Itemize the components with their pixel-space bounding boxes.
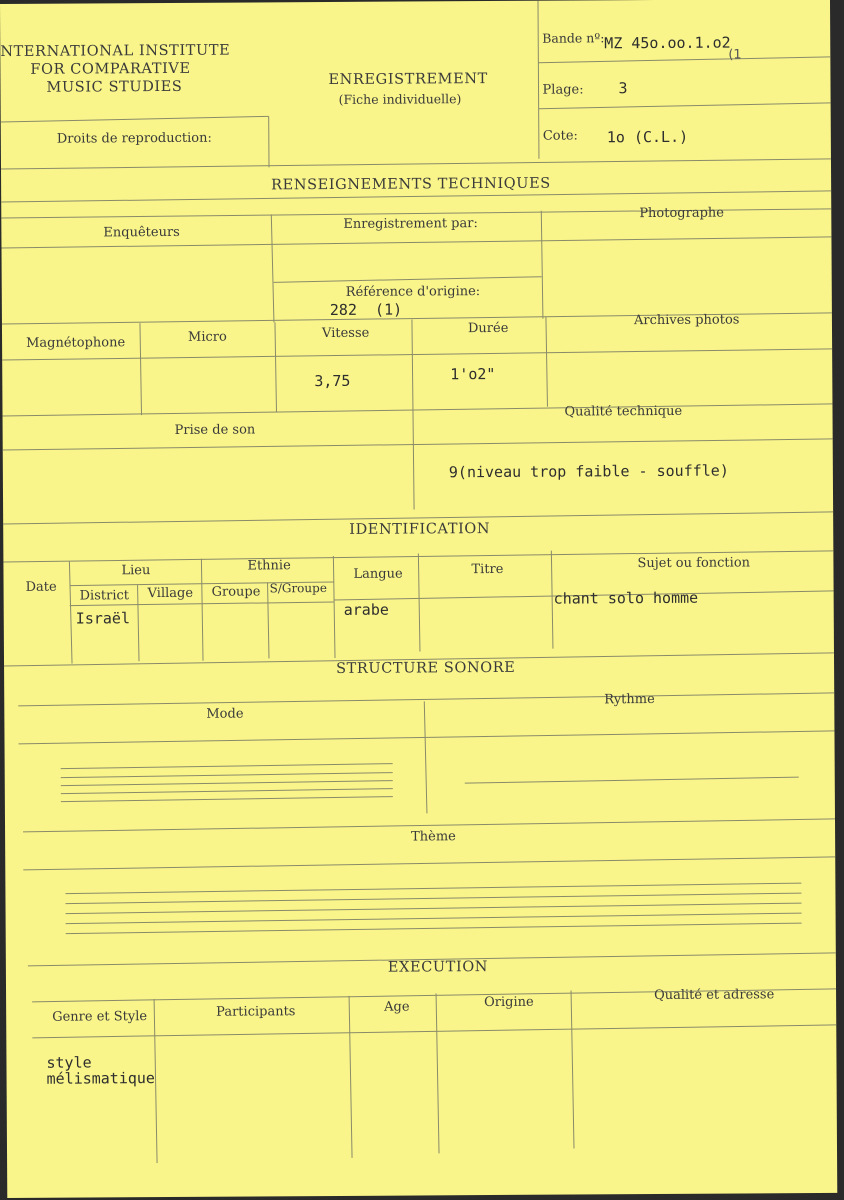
micro-label: Micro [187,329,227,345]
rythme-label: Rythme [604,692,655,708]
form-subtitle: (Fiche individuelle) [338,91,462,107]
enregistrement-par-label: Enregistrement par: [343,216,478,232]
institute-line-2: FOR COMPARATIVE [30,60,191,78]
date-label: Date [25,579,57,595]
qualite-technique-label: Qualité technique [564,403,683,420]
magnetophone-label: Magnétophone [26,335,126,351]
lieu-label: Lieu [121,563,151,579]
plage-label: Plage: [542,82,584,98]
identification-header: IDENTIFICATION [349,521,491,538]
mode-label: Mode [206,706,244,722]
village-label: Village [147,585,194,602]
vitesse-label: Vitesse [321,325,370,342]
genre-value-line-1: style [46,1053,92,1072]
institute-line-1: NTERNATIONAL INSTITUTE [0,42,231,60]
groupe-label: Groupe [211,584,261,600]
genre-value-line-2: mélismatique [46,1069,155,1088]
vitesse-value: 3,75 [314,371,351,391]
cote-value: 1o (C.L.) [606,127,689,147]
qualite-adresse-label: Qualité et adresse [654,987,775,1004]
titre-label: Titre [471,561,504,578]
reference-value: 282 (1) [329,300,403,319]
cote-label: Cote: [542,128,578,144]
duree-label: Durée [467,320,509,337]
photographe-label: Photographe [639,205,725,222]
sujet-label: Sujet ou fonction [637,555,751,572]
genre-label: Genre et Style [52,1009,148,1025]
form-title: ENREGISTREMENT [328,71,488,88]
execution-header: EXECUTION [387,959,489,976]
age-label: Age [384,999,410,1015]
origine-label: Origine [484,994,534,1011]
sujet-value: chant solo homme [553,588,699,608]
bande-label: Bande nº: [542,30,605,46]
prise-de-son-label: Prise de son [174,422,256,438]
technique-header: RENSEIGNEMENTS TECHNIQUES [271,175,551,194]
plage-value: 3 [618,79,628,98]
enqueteurs-label: Enquêteurs [103,224,180,241]
structure-header: STRUCTURE SONORE [336,659,516,677]
langue-label: Langue [353,566,403,582]
bande-value: MZ 45o.oo.1.o2 [604,33,731,53]
sgroupe-label: S/Groupe [269,581,327,596]
reference-label: Référence d'origine: [345,284,481,300]
bande-hand-note: (1 [728,47,742,63]
theme-label: Thème [411,829,456,845]
institute-line-3: MUSIC STUDIES [46,78,183,96]
district-label: District [79,588,130,604]
duree-value: 1'o2" [450,364,496,384]
participants-label: Participants [216,1004,296,1020]
ethnie-label: Ethnie [247,558,291,574]
qualite-value: 9(niveau trop faible - souffle) [448,461,729,482]
droits-label: Droits de reproduction: [56,130,212,147]
langue-value: arabe [343,600,389,619]
archives-photos-label: Archives photos [633,312,740,329]
district-value: Israël [75,609,130,628]
